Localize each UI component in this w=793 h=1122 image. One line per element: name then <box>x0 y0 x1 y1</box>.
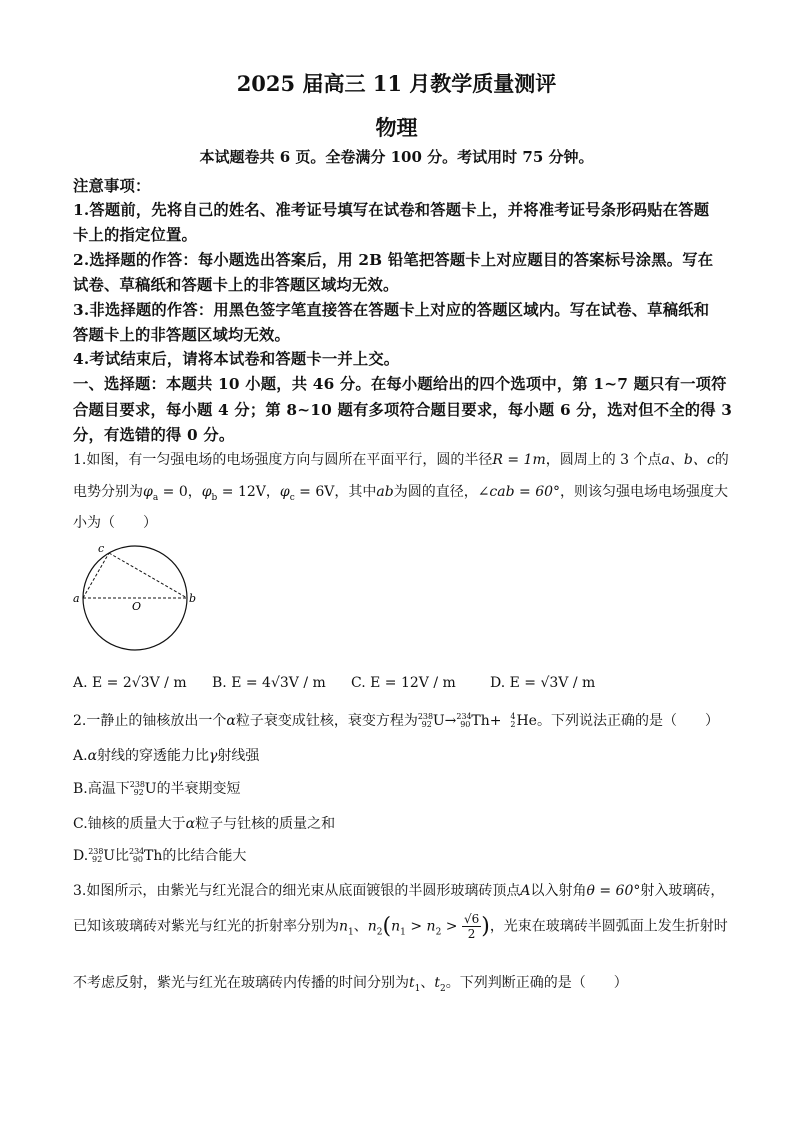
notes-heading: 注意事项： <box>73 177 151 195</box>
q2-option-a[interactable]: A.α射线的穿透能力比γ射线强 <box>73 748 260 764</box>
q2-option-b[interactable]: B.高温下 238 92 U的半衰期变短 <box>73 780 241 797</box>
q1-line2: 电势分别为$\varphi_a = 0$，$\varphi_b = 12V$，$\varphi_c = 6V$，其中ab为圆的直径，∠cab = 60°，则该匀强电场电场强度大 <box>73 484 729 503</box>
section1-line2: 合题目要求，每小题 4 分；第 8~10 题有多项符合题目要求，每小题 6 分，选对但不全的得 3 <box>73 401 733 419</box>
note-3b: 答题卡上的非答题区域均无效。 <box>73 326 290 344</box>
note-2a: 2.选择题的作答：每小题选出答案后，用 2B 铅笔把答题卡上对应题目的答案标号涂黑。写在 <box>73 251 714 269</box>
label-b: b <box>189 592 197 605</box>
note-3a: 3.非选择题的作答：用黑色签字笔直接答在答题卡上对应的答题区域内。写在试卷、草稿纸和 <box>73 301 710 319</box>
chord-ac <box>83 553 109 598</box>
q1-option-c[interactable]: C. E = 12V / m <box>351 675 456 691</box>
note-1a: 1.答题前，先将自己的姓名、准考证号填写在试卷和答题卡上，并将准考证号条形码贴在答题 <box>73 201 710 219</box>
q2-option-d[interactable]: D. 238 92 U比 234 90 Th的比结合能大 <box>73 847 247 864</box>
q1-option-a[interactable]: A. E = 2√3V / m <box>73 675 187 691</box>
label-o: O <box>132 600 142 613</box>
q1-line1: 1.如图，有一匀强电场的电场强度方向与圆所在平面平行，圆的半径R = 1m，圆周上的 3 个点a、b、c的 <box>73 452 729 468</box>
section1-line1: 一、选择题：本题共 10 小题，共 46 分。在每小题给出的四个选项中，第 1~7 题只有一项符 <box>73 375 727 393</box>
chord-cb <box>109 553 187 598</box>
note-1b: 卡上的指定位置。 <box>73 226 197 244</box>
q3-line2: 已知该玻璃砖对紫光与红光的折射率分别为$n_1$、$n_2(n_1 > n_2$ > $\frac{√6}{2}$ )，光束在玻璃砖半圆弧面上发生折射时 <box>73 912 728 941</box>
q3-line3: 不考虑反射，紫光与红光在玻璃砖内传播的时间分别为$t_1$、$t_2$。下列判断正确的是（ ） <box>73 975 628 994</box>
label-c: c <box>98 542 105 555</box>
exam-info: 本试题卷共 6 页。全卷满分 100 分。考试用时 75 分钟。 <box>199 148 594 166</box>
section1-line3: 分，有选错的得 0 分。 <box>73 426 235 444</box>
q3-line1: 3.如图所示，由紫光与红光混合的细光束从底面镀银的半圆形玻璃砖顶点A以入射角θ = 60°射入玻璃砖， <box>73 883 725 899</box>
exam-title: 2025 届高三 11 月教学质量测评 <box>236 71 557 96</box>
q1-line3: 小为（ ） <box>73 515 157 531</box>
note-2b: 试卷、草稿纸和答题卡上的非答题区域均无效。 <box>73 276 399 294</box>
q1-option-b[interactable]: B. E = 4√3V / m <box>212 675 326 691</box>
q1-circle-figure <box>68 540 208 652</box>
q1-option-d[interactable]: D. E = √3V / m <box>490 675 596 691</box>
subject-title: 物理 <box>375 115 418 140</box>
label-a: a <box>73 592 80 605</box>
note-4: 4.考试结束后，请将本试卷和答题卡一并上交。 <box>73 350 400 368</box>
q2-stem: 2.一静止的铀核放出一个α粒子衰变成钍核，衰变方程为 238 92 U→ 234 90 Th+ 4 2 He。下列说法正确的是（ ） <box>73 712 719 729</box>
q2-option-c[interactable]: C.铀核的质量大于α粒子与钍核的质量之和 <box>73 816 336 832</box>
